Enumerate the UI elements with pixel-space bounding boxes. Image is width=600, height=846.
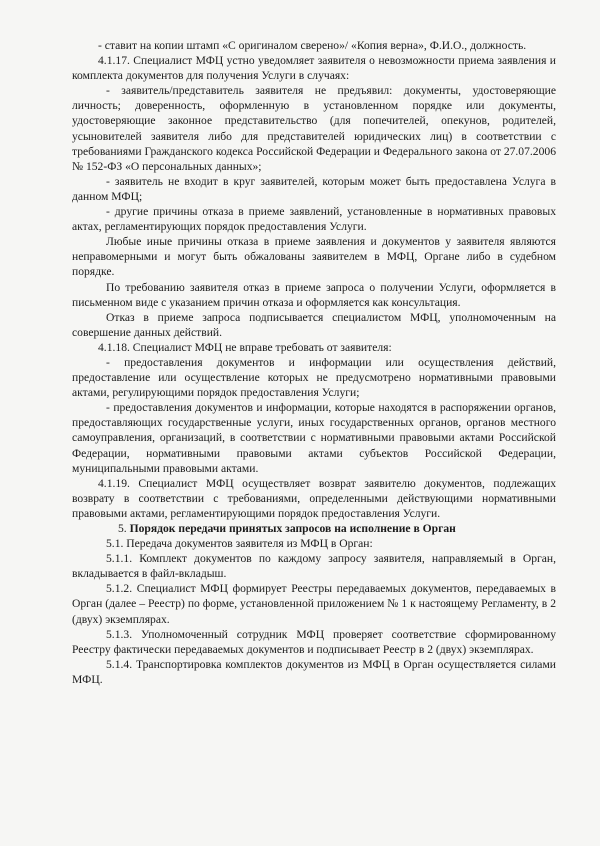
paragraph-not-in-circle: - заявитель не входит в круг заявителей, которым может быть предоставлена Услуга в данном МФЦ;	[72, 174, 556, 203]
paragraph-4-1-19: 4.1.19. Специалист МФЦ осуществляет возврат заявителю документов, подлежащих возврату в соответствии с требованиями, определенными действующими нормативными правовыми актами, регламентирующими порядок предоставления Услуги.	[72, 476, 556, 520]
paragraph-4-1-18: 4.1.18. Специалист МФЦ не вправе требовать от заявителя:	[98, 340, 392, 354]
paragraph-refusal-signed: Отказ в приеме запроса подписывается специалистом МФЦ, уполномоченным на совершение данных действий.	[72, 310, 556, 339]
paragraph-5-1-3: 5.1.3. Уполномоченный сотрудник МФЦ проверяет соответствие сформированному Реестру фактически передаваемых документов и подписывает Реестр в 2 (двух) экземплярах.	[72, 627, 556, 656]
paragraph-providing-documents: - предоставления документов и информации или осуществления действий, предоставление или осуществление которых не предусмотрено нормативными правовыми актами, регулирующими порядок предоставления Услуги;	[72, 355, 556, 400]
section-number: 5.	[118, 522, 127, 535]
paragraph-5-1-1: 5.1.1. Комплект документов по каждому запросу заявителя, направляемый в Орган, вкладывается в файл-вкладыш.	[72, 552, 556, 581]
paragraph-other-reasons: - другие причины отказа в приеме заявлений, установленные в нормативных правовых актах, регламентирующих порядок предоставления Услуги.	[72, 205, 556, 234]
paragraph-stamp: - ставит на копии штамп «С оригиналом сверено»/ «Копия верна», Ф.И.О., должность.	[98, 39, 527, 52]
paragraph-unlawful-refusal: Любые иные причины отказа в приеме заявления и документов у заявителя являются неправомерными и могут быть обжалованы заявителем в МФЦ, Органе либо в судебном порядке.	[72, 235, 556, 279]
paragraph-4-1-17: 4.1.17. Специалист МФЦ устно уведомляет заявителя о невозможности приема заявления и комплекта документов для получения Услуги в случаях:	[72, 54, 556, 83]
paragraph-written-refusal: По требованию заявителя отказ в приеме запроса о получении Услуги, оформляется в письменном виде с указанием причин отказа и оформляется как консультация.	[72, 280, 556, 309]
section-heading	[72, 521, 556, 536]
paragraph-5-1-4: 5.1.4. Транспортировка комплектов документов из МФЦ в Орган осуществляется силами МФЦ.	[72, 657, 556, 686]
paragraph-5-1-2: 5.1.2. Специалист МФЦ формирует Реестры передаваемых документов, передаваемых в Орган (далее – Реестр) по форме, установленной приложением № 1 к настоящему Регламенту, в 2 (двух) экземплярах.	[72, 582, 556, 626]
paragraph-5-1: 5.1. Передача документов заявителя из МФЦ в Орган:	[106, 537, 373, 551]
paragraph-not-presented: - заявитель/представитель заявителя не предъявил: документы, удостоверяющие личность; доверенность, оформленную в установленном порядке или документы, удостоверяющие законное представительство (для попечителей, опекунов, родителей, усыновителей заявителя либо для представителей юридических лиц) в соответствии с требованиями Гражданского кодекса Российской Федерации и Федерального закона от 27.07.2006 № 152-ФЗ «О персональных данных»;	[72, 84, 556, 173]
section-title: Порядок передачи принятых запросов на исполнение в Орган	[129, 522, 456, 535]
paragraph-documents-in-possession: - предоставления документов и информации, которые находятся в распоряжении органов, предоставляющих государственные услуги, иных государственных органов, органов местного самоуправления, организаций, в соответствии с нормативными правовыми актами Российской Федерации, нормативными правовыми актами субъектов Российской Федерации, муниципальными правовыми актами.	[72, 401, 556, 475]
